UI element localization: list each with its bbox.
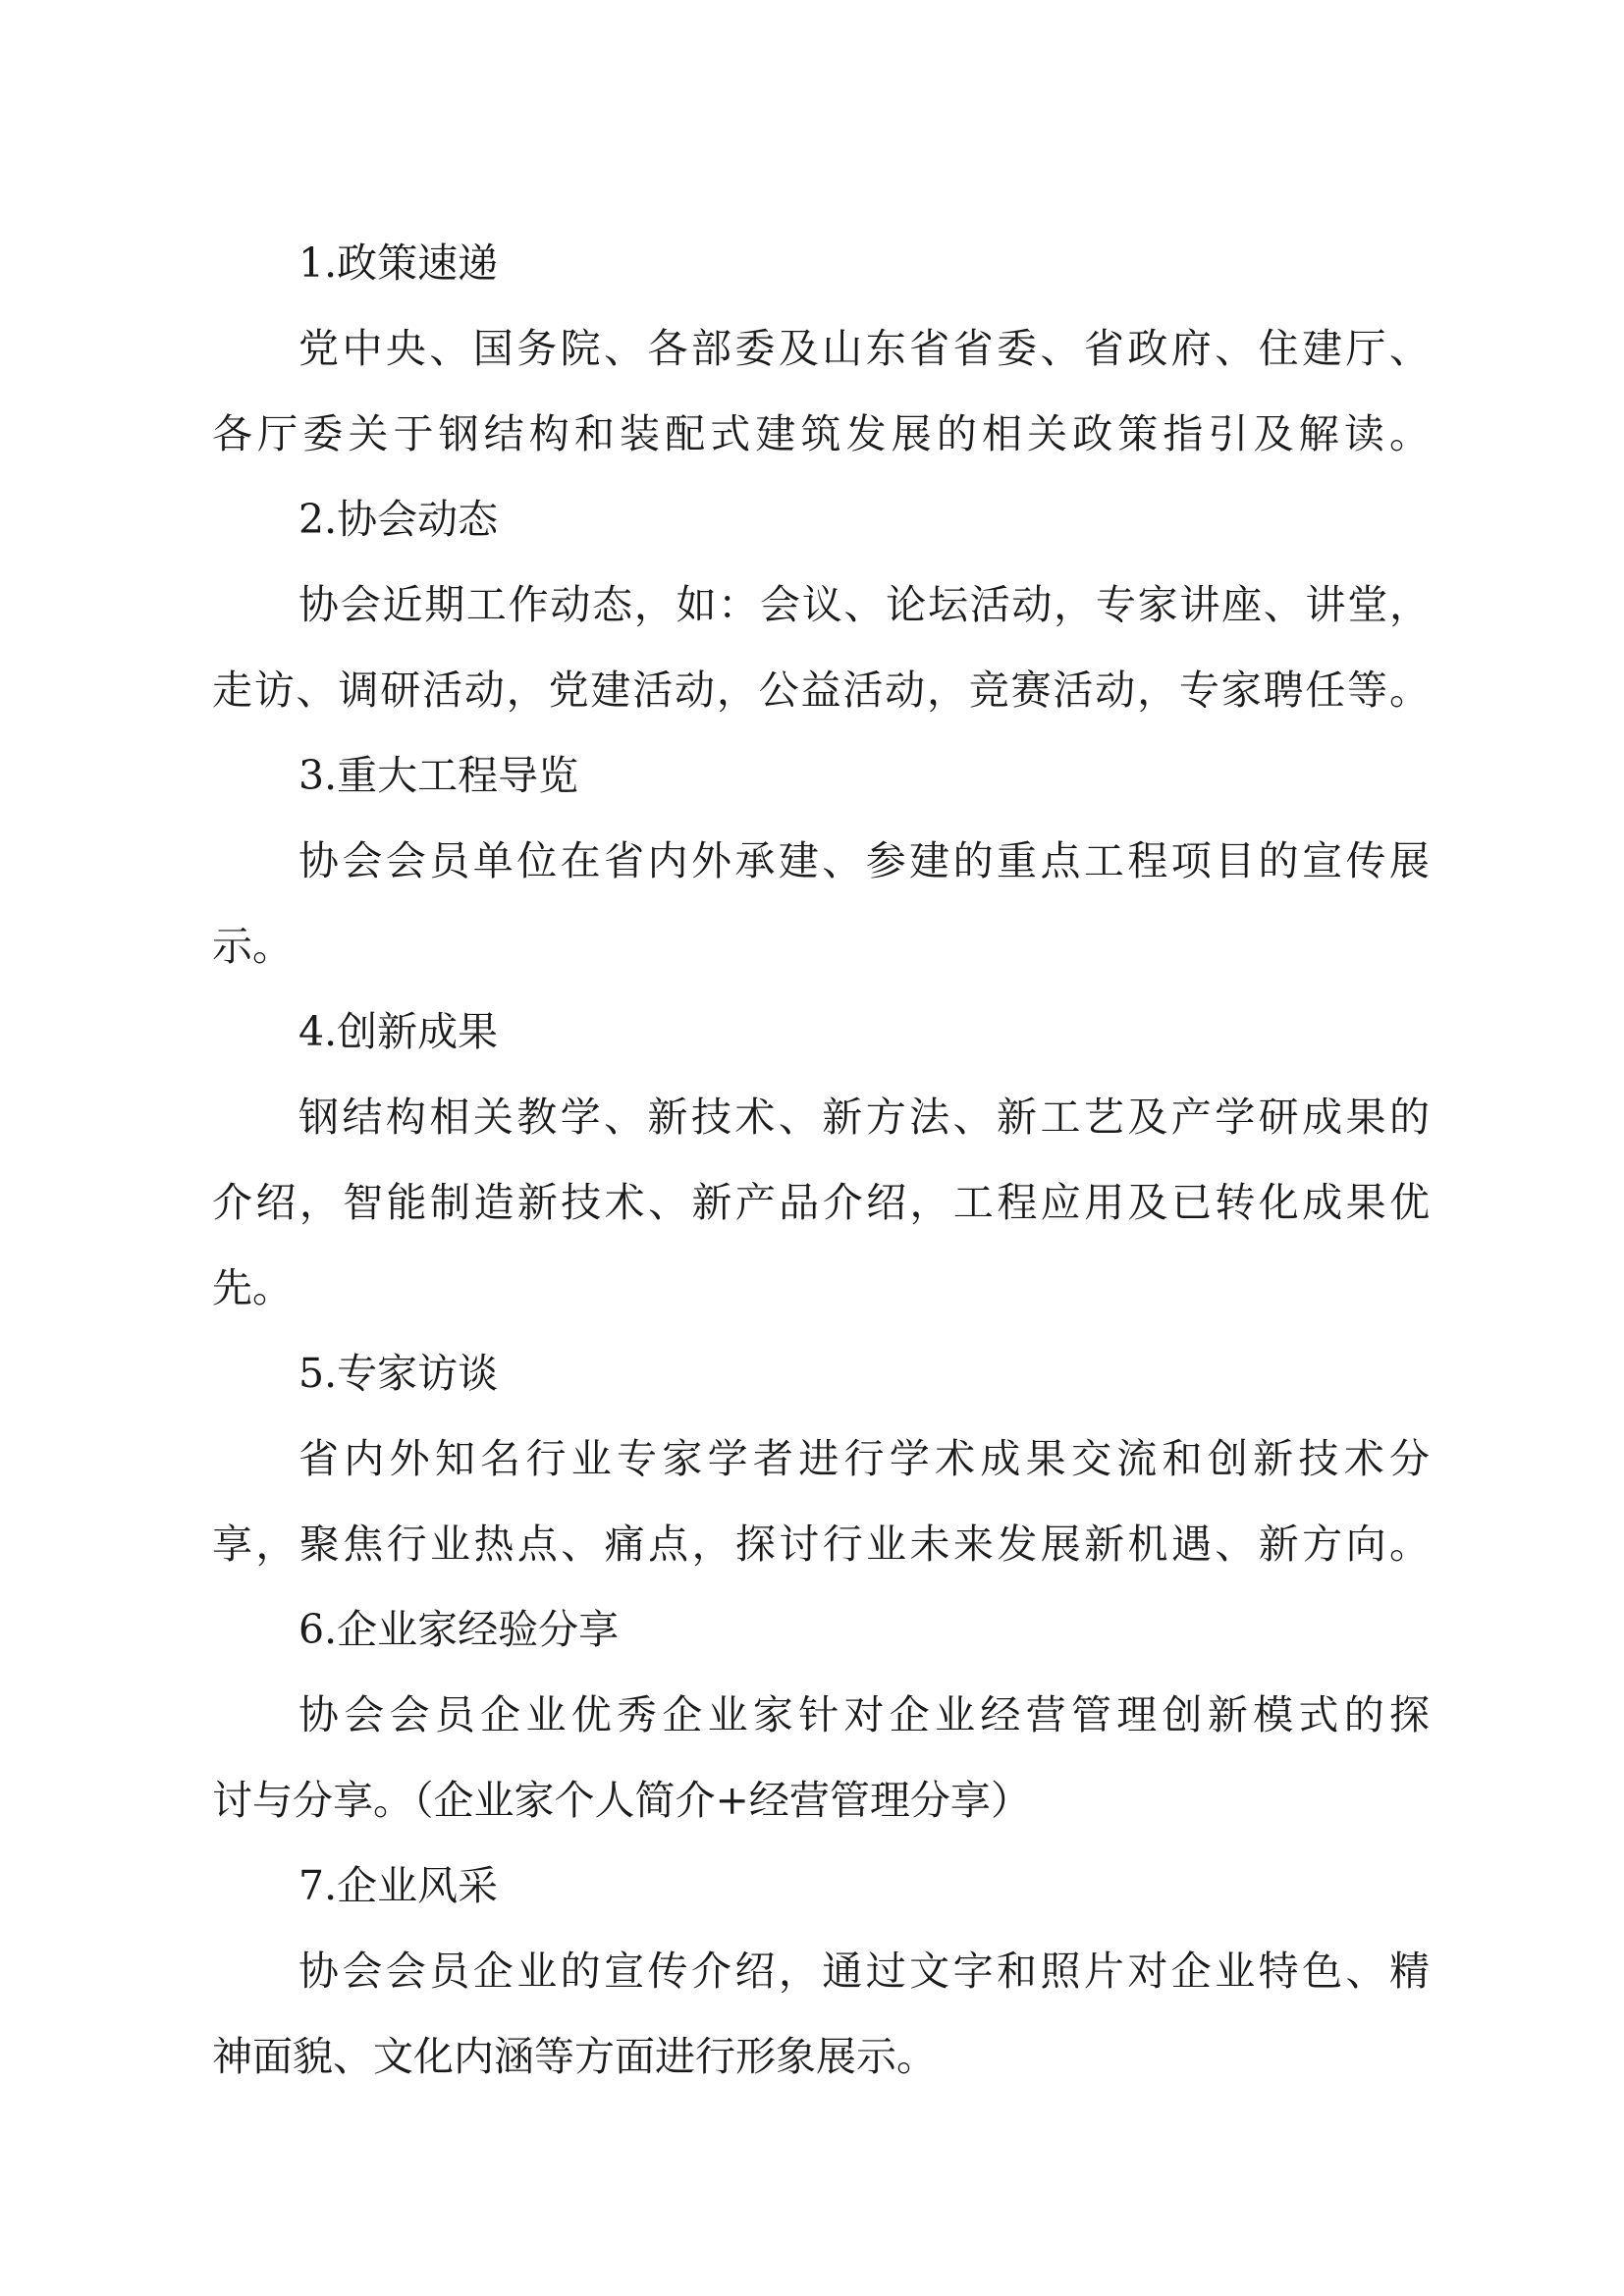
paragraph-line: 协会近期工作动态，如：会议、论坛活动，专家讲座、讲堂， <box>298 581 1430 628</box>
paragraph-line: 协会会员单位在省内外承建、参建的重点工程项目的宣传展 <box>298 837 1430 884</box>
paragraph-line: 神面貌、文化内涵等方面进行形象展示。 <box>212 2033 937 2080</box>
paragraph-line: 走访、调研活动，党建活动，公益活动，竞赛活动，专家聘任等。 <box>212 667 1430 714</box>
section-heading: 2.协会动态 <box>298 496 499 543</box>
paragraph-line: 享，聚焦行业热点、痛点，探讨行业未来发展新机遇、新方向。 <box>212 1521 1430 1568</box>
section-association-news <box>212 477 1430 733</box>
paragraph-line: 省内外知名行业专家学者进行学术成果交流和创新技术分 <box>298 1435 1430 1482</box>
paragraph-line: 介绍，智能制造新技术、新产品介绍，工程应用及已转化成果优 <box>212 1179 1430 1226</box>
section-heading: 1.政策速递 <box>298 240 499 287</box>
document-body <box>212 221 1430 2100</box>
section-innovation <box>212 989 1430 1331</box>
paragraph-line: 示。 <box>212 923 293 970</box>
paragraph-line: 协会会员企业优秀企业家针对企业经营管理创新模式的探 <box>298 1691 1430 1738</box>
section-major-projects <box>212 733 1430 989</box>
paragraph-line: 党中央、国务院、各部委及山东省省委、省政府、住建厅、 <box>298 325 1430 372</box>
section-heading: 7.企业风采 <box>298 1862 499 1909</box>
section-heading: 6.企业家经验分享 <box>298 1606 620 1653</box>
section-expert-interview <box>212 1331 1430 1587</box>
section-heading: 4.创新成果 <box>298 1008 499 1055</box>
section-policy <box>212 221 1430 477</box>
section-company-profile <box>212 1843 1430 2100</box>
paragraph-line: 协会会员企业的宣传介绍，通过文字和照片对企业特色、精 <box>298 1948 1430 1995</box>
section-heading: 5.专家访谈 <box>298 1350 499 1397</box>
section-entrepreneur-sharing <box>212 1587 1430 1843</box>
paragraph-line: 先。 <box>212 1264 293 1311</box>
paragraph-line: 钢结构相关教学、新技术、新方法、新工艺及产学研成果的 <box>298 1094 1430 1141</box>
section-heading: 3.重大工程导览 <box>298 752 579 799</box>
paragraph-line: 讨与分享。（企业家个人简介+经营管理分享） <box>212 1777 1031 1824</box>
paragraph-line: 各厅委关于钢结构和装配式建筑发展的相关政策指引及解读。 <box>212 410 1430 457</box>
